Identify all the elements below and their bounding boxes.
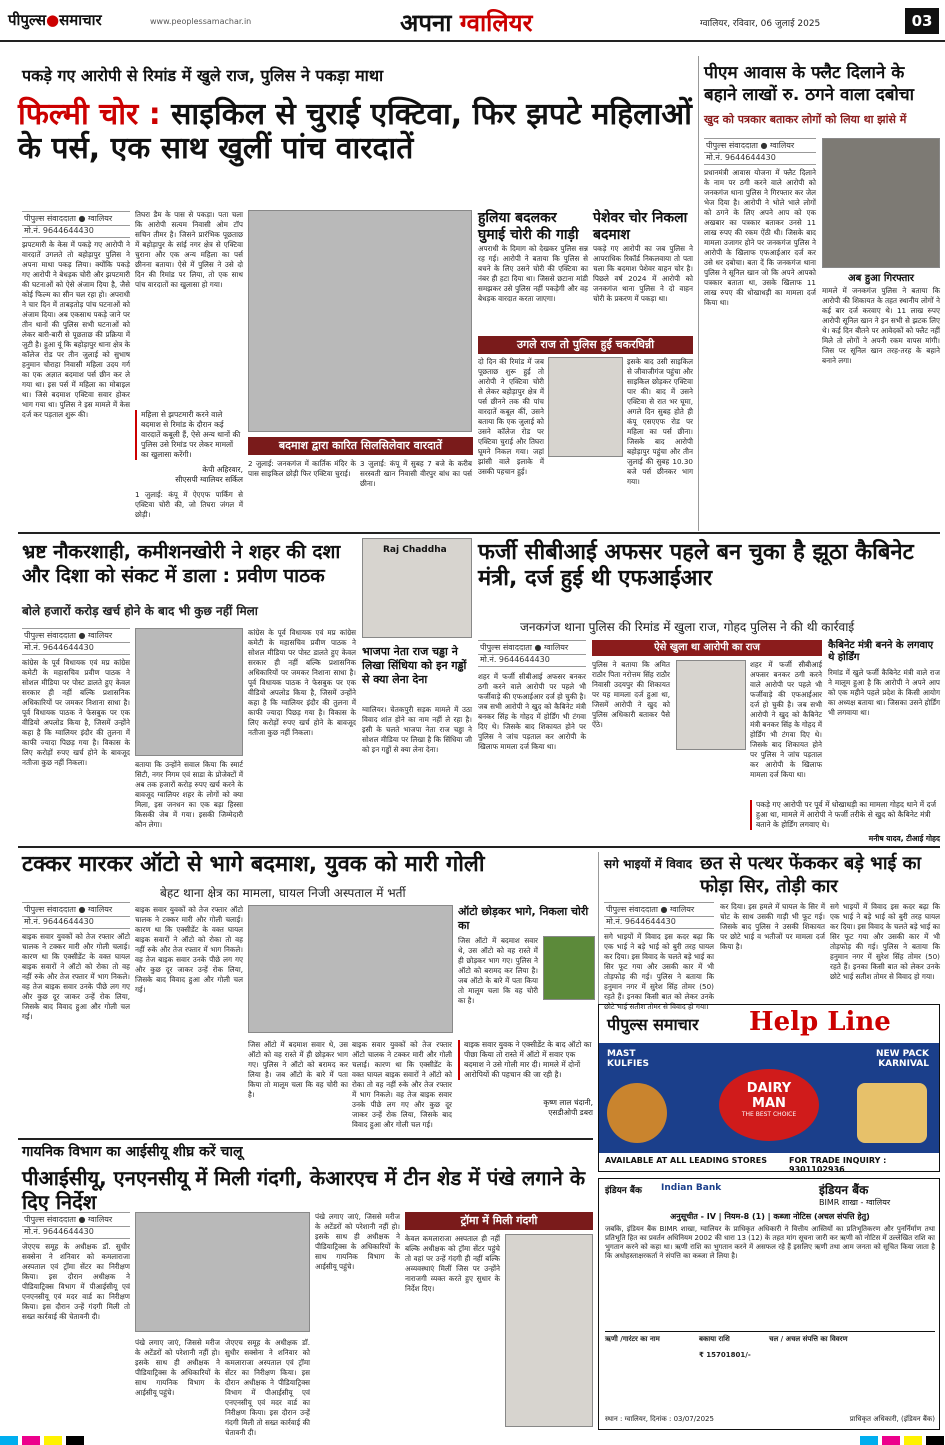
- pmawas-text-2: मामले में जनकगंज पुलिस ने बताया कि आरोपी की शिकायत के तहत स्थानीय लोगों ने कई बार दर्ज करवाए थे। 11 लाख रुपए आरोपी सूनिल खान ने इन सभी से झटक लिए थे। कई दिन बीतने पर आवेदकों को फ्लैट नहीं मिले तो लोगों ने अपनी रकम वापस मांगी। जिस पर सूनिल खान तरह-तरह के बहाने बनाने लगा।: [822, 286, 940, 365]
- auto-box-text: जिस ऑटो में बदमाश सवार थे, उस ऑटो को वह रास्ते में ही छोड़कर भाग गए। पुलिस ने ऑटो को बरामद कर लिया है। जब ऑटो के बारे में पता किया तो मालूम चला कि वह चोरी का है।: [458, 936, 538, 1005]
- icu-text-3: जेएएच समूह के अधीक्षक डॉ. सुधीर सक्सेना ने शनिवार को कमलाराजा अस्पताल एवं ट्रॉमा सेंटर का निरीक्षण किया। इस दौरान अधीक्षक ने पीडियाट्रिक्स विभाग में पीआईसीयू एवं एनएनसीयू एवं मदर वार्ड का निरीक्षण किया। इस दौरान उन्हें गंदगी मिली तो सख्त कार्रवाई की चेतावनी दी।: [225, 1338, 310, 1437]
- timeline-banner: बदमाश द्वारा कारित सिलसिलेवार वारदातें: [248, 437, 473, 455]
- auto-text-4: बाइक सवार युवकों को तेज रफ्तार ऑटो चालक ने टक्कर मारी और गोली चलाई। कारण था कि एक्सीडेंट के वक्त घायल बाइक सवारों ने ऑटो को रोका तो वह नहीं रुके और तेज रफ्तार में भाग निकले। वह तेज बाइक सवार उनके पीछे लग गए और कुछ दूर जाकर उन्हें रोक लिया, जिसके बाद विवाद हुआ और गोली चल गई।: [352, 1040, 452, 1129]
- icu-text-4: पंखे लगाए जाएं, जिससे मरीज के अटेंडरों को परेशानी नहीं हो। इसके साथ ही अधीक्षक ने पीडियाट्रिक्स के अधिकारियों के साथ गायनिक विभाग के आईसीयू पहुंचे।: [315, 1212, 400, 1271]
- accused-photo: [548, 357, 623, 457]
- brothers-mobile: मो.नं. 9644644430: [604, 915, 714, 929]
- cbi-side-text: रिमांड में खुले फर्जी कैबिनेट मंत्री वाले राज ने मालूम हुआ है कि आरोपी ने अपने आप को एक महीने पहले प्रदेश के किसी आयोग का अध्यक्ष बताया था। जिसका उसने होर्डिंग भी लगवाया था।: [828, 668, 940, 717]
- lead-column-1: झपटमारी के केस में पकड़े गए आरोपी ने वारदातें उगलते तो बहोड़ापुर पुलिस ने अपना माथा पकड़ लिया। क्योंकि पकड़े गए आरोपी ने बेधड़क चोरी और झपटमारी की घटनाओं को ऐसे अंजाम दिया है, जैसे कोई फिल्म का सीन चल रहा हो। अपराधी ने चार दिन में ताबड़तोड़ पांच घटनाओं को अंजाम दिया। अब एकसाथ पकड़े जाने पर तीन थानों की पुलिस सभी घटनाओं को लेकर बारी-बारी से पूछताछ की प्रक्रिया में जुटी है। हुआ यूं कि बहोड़ापुर थाना क्षेत्र के कॉलेज रोड पर तीन जुलाई को सुभाष हनुमान चौराहा निवासी महिला उदय गर्ग का एक अज्ञात बदमाश पर्स छीन कर ले गया था। इस पर्स में महिला का मोबाइल था। जिसे बदमाश एक्टिवा सवार होकर भाग गया था। पुलिस ने इस मामले में केस दर्ज कर पड़ताल शुरू की।: [22, 240, 130, 419]
- section-divider: [18, 532, 940, 534]
- print-mark: [860, 1436, 878, 1445]
- timeline-item: 3 जुलाई: कंपू में सुबह 7 बजे के करीब सरस्वती खान निवासी वीरपुर बांध का पर्स छीना।: [360, 459, 472, 488]
- pmawas-byline: पीपुल्स संवाददाता ● ग्वालियर: [704, 138, 816, 153]
- print-mark: [0, 1436, 18, 1445]
- portrait-caption: अब हुआ गिरफ्तार: [848, 273, 914, 284]
- brothers-kicker: सगे भाइयों में विवाद: [604, 857, 693, 871]
- dateline: ग्वालियर, रविवार, 06 जुलाई 2025: [700, 19, 821, 29]
- print-mark: [22, 1436, 40, 1445]
- pathak-mobile: मो.नं. 9644644430: [22, 641, 130, 655]
- newspaper-logo: पीपुल्स●समाचार: [8, 11, 102, 29]
- box1-text: अपराधी के दिमाग को देखकर पुलिस सन्न रह गई। आरोपी ने बताया कि पुलिस से बचने के लिए उसने चोरी की एक्टिवा का नंबर ही हटा दिया था। जिससे छटाना मांडी समझकर उसे पुलिस नहीं पकड़ेगी और वह बेधड़क वारदात करता जाएगा।: [478, 244, 588, 303]
- auto-box-title: ऑटो छोड़कर भागे, निकला चोरी का: [458, 905, 589, 932]
- bank-col-property: चल / अचल संपत्ति का विवरण: [769, 1335, 848, 1343]
- lead-byline: पीपुल्स संवाददाता ● ग्वालियर: [22, 211, 130, 226]
- box2-title: पेशेवर चोर निकला बदमाश: [593, 210, 688, 243]
- print-mark: [66, 1436, 84, 1445]
- lead-quote-name: केपी अहिरवार,: [202, 465, 243, 474]
- timeline-item: 2 जुलाई: जनकगंज में कार्तिक मंदिर के पास साइकिल छोड़ी फिर एक्टिवा चुराई।: [248, 459, 356, 478]
- timeline-item: 1 जुलाई: कंपू में ऐएएफ पार्किंग से एक्टिवा चोरी की, जो तिघरा जंगल में छोड़ी।: [135, 490, 243, 519]
- brothers-text-3: सगे भाइयों में विवाद इस कदर बढ़ा कि एक भाई ने बड़े भाई को बुरी तरह घायल कर दिया। इस विवाद के चलते बड़े भाई का सिर फूट गया और उसकी कार में भी तोड़फोड़ की गई। पुलिस ने बताया कि हनुमान नगर में सुरेश सिंह तोमर (50) रहते हैं। इनका किसी बात को लेकर उनके छोटे भाई सतीश तोमर से विवाद हो गया।: [830, 902, 940, 981]
- brothers-text: सगे भाइयों में विवाद इस कदर बढ़ा कि एक भाई ने बड़े भाई को बुरी तरह घायल कर दिया। इस विवाद के चलते बड़े भाई का सिर फूट गया और उसकी कार में भी तोड़फोड़ की गई। पुलिस ने बताया कि हनुमान नगर में सुरेश सिंह तोमर (50) रहते हैं। इनका किसी बात को लेकर उनके छोटे भाई सतीश तोमर से विवाद हो गया।: [604, 932, 714, 1011]
- icu-mobile: मो.नं. 9644644430: [22, 1225, 130, 1239]
- auto-byline: पीपुल्स संवाददाता ● ग्वालियर: [22, 902, 130, 917]
- icu-kicker: गायनिक विभाग का आईसीयू शीघ्र करें चालू: [22, 1144, 243, 1160]
- box2-text: पकड़े गए आरोपी का जब पुलिस ने आपराधिक रिकॉर्ड निकलवाया तो पता चला कि बदमाश पेशेवर वाहन चोर है। पिछले वर्ष 2024 में आरोपी को जनकगंज थाना पुलिस ने दो वाहन चोरी के प्रकरण में पकड़ा था।: [593, 244, 693, 303]
- print-mark: [882, 1436, 900, 1445]
- chaddha-text: ग्वालियर। चेतकपुरी सड़क मामले में उठा विवाद शांत होने का नाम नहीं ले रहा है। इसी के चलते भाजपा नेता राज चड्ढा ने सोशल मीडिया पर लिखा है कि सिंधिया जी को इन गड्ढों से क्या लेना देना।: [362, 705, 472, 754]
- brothers-byline: पीपुल्स संवाददाता ● ग्वालियर: [604, 902, 714, 917]
- ad-tag-kulfies: MAST KULFIES: [607, 1049, 649, 1069]
- pmawas-sub: खुद को पत्रकार बताकर लोगों को लिया था झांसे में: [704, 113, 907, 126]
- bank-date: स्थान : ग्वालियर, दिनांक : 03/07/2025: [605, 1415, 714, 1423]
- cbi-box-text-2: शहर में फर्जी सीबीआई अफसर बनकर ठगी करने वाले आरोपी पर पहले भी फर्जीवाड़े की एफआईआर दर्ज हो चुकी है। जब सभी आरोपी ने खुद को कैबिनेट मंत्री बनकर सिंह के गोहद में होर्डिंग भी टंगवा दिए थे। जिसके बाद शिकायत होने पर पुलिस ने जांच पड़ताल कर आरोपी के खिलाफ मामला दर्ज किया था।: [750, 660, 823, 779]
- social-post-author: Raj Chaddha: [383, 545, 447, 555]
- section-divider: [18, 846, 940, 848]
- pmawas-headline: पीएम आवास के फ्लैट दिलाने के बहाने लाखों रु. ठगने वाला दबोचा: [704, 63, 915, 105]
- page-number: 03: [905, 8, 939, 34]
- print-mark: [926, 1436, 944, 1445]
- pmawas-text: प्रधानमंत्री आवास योजना में फ्लैट दिलाने के नाम पर ठगी करने वाले आरोपी को जनकगंज थाना पुलिस ने गिरफ्तार कर जेल भेज दिया है। आरोपी ने भोले भाले लोगों को ठगने के लिए अपने आप को एक अखबार का पत्रकार बताकर उनसे 11 लाख रुपए की रकम ऐंठी थी। जिसके बाद मामला उजागर होने पर जनकगंज पुलिस ने आरोपी के खिलाफ एफआईआर दर्ज कर उसे धर दबोचा। बता दें कि जनकगंज थाना पुलिस ने सूनिल खान जो कि अपने आपको पत्रकार बताता था, उसके खिलाफ 11 लाख रुपए की धोखाधड़ी का मामला दर्ज किया था।: [704, 168, 816, 307]
- secrets-text-a: दो दिन की रिमांड में जब पूछताछ शुरू हुई तो आरोपी ने एक्टिवा चोरी से लेकर बहोड़ापुर क्षेत्र में पर्स छीनने तक की पांच वारदातें कबूल कीं, उसने बताया कि एक जुलाई को उसने कॉलेज रोड पर एक्टिवा चुराई और तिघरा घूमने निकल गया। जहां झांसी वाले इलाके में उसकी पहचान हुई।: [478, 357, 544, 476]
- pathak-text-2: बताया कि उन्होंने सवाल किया कि स्मार्ट सिटी, नगर निगम एवं साडा के प्रोजेक्टों में अब तक हजारों करोड़ रुपए खर्च करने के बावजूद ग्वालियर शहर के लोगों को क्या मिला, इस जनधन का एक बड़ा हिस्सा किसकी जेब में गया। इसकी जिम्मेदारी कौन लेगा।: [135, 760, 243, 829]
- chaddha-headline: भाजपा नेता राज चड्ढा ने लिखा सिंधिया को इन गड्ढों से क्या लेना देना: [362, 645, 467, 686]
- bank-notice-body: जबकि, इंडियन बैंक BIMR शाखा, ग्वालियर के प्राधिकृत अधिकारी ने वित्तीय आस्तियों का प्रतिभूतिकरण और पुनर्निर्माण तथा प्रतिभूति हित का प्रवर्तन अधिनियम 2002 की धारा 13 (12) के तहत मांग सूचना जारी कर ऋणी को नोटिस में उल्लेखित राशि का भुगतान करने को कहा था। ऋणी राशि का भुगतान करने में असफल रहे हैं इसलिए ऋणी तथा आम जनता को सूचित किया जाता है कि अधोहस्ताक्षरकर्ता ने संपत्ति का कब्जा ले लिया है।: [605, 1225, 935, 1260]
- pathak-byline: पीपुल्स संवाददाता ● ग्वालियर: [22, 628, 130, 643]
- ice-cream-tub-icon: [857, 1083, 927, 1143]
- pathak-text: कांग्रेस के पूर्व विधायक एवं मप्र कांग्रेस कमेटी के महासचिव प्रवीण पाठक ने सोशल मीडिया पर पोस्ट डालते हुए केवल सरकार ही नहीं बल्कि प्रशासनिक अधिकारियों पर जमकर निशाना साधा है। पूर्व विधायक पाठक ने फेसबुक पर एक वीडियो अपलोड किया है, जिसमें उन्होंने कहा है कि ग्वालियर इंदौर की तुलना में काफी ज्यादा पिछड़ गया है। विकास के लिए करोड़ों रुपए खर्च होने के बावजूद नतीजा कुछ नहीं निकला।: [22, 658, 130, 767]
- pmawas-mobile: मो.नं. 9644644430: [704, 151, 816, 165]
- auto-text-3: जिस ऑटो में बदमाश सवार थे, उस ऑटो को वह रास्ते में ही छोड़कर भाग गए। पुलिस ने ऑटो को बरामद कर लिया है। जब ऑटो के बारे में पता किया तो मालूम चला कि वह चोरी का है।: [248, 1040, 348, 1099]
- helpline-title: Help Line: [749, 1007, 891, 1037]
- icu-headline: पीआईसीयू, एनएनसीयू में मिली गंदगी, केआरएच में टीन शेड में पंखे लगाने के दिए निर्देश: [22, 1166, 586, 1214]
- accused-portrait: [822, 138, 940, 268]
- cbi-sub: जनकगंज थाना पुलिस की रिमांड में खुला राज, गोहद पुलिस ने की थी कार्रवाई: [520, 620, 855, 634]
- brothers-headline: छत से पत्थर फेंककर बड़े भाई का फोड़ा सिर, तोड़ी कार: [700, 853, 922, 897]
- auto-rickshaw-photo: [543, 936, 595, 1000]
- icu-text: जेएएच समूह के अधीक्षक डॉ. सुधीर सक्सेना ने शनिवार को कमलाराजा अस्पताल एवं ट्रॉमा सेंटर का निरीक्षण किया। इस दौरान अधीक्षक ने पीडियाट्रिक्स विभाग में पीआईसीयू एवं एनएनसीयू एवं मदर वार्ड का निरीक्षण किया। इस दौरान उन्हें गंदगी मिली तो सख्त कार्रवाई की चेतावनी दी।: [22, 1242, 130, 1321]
- lead-quote-role: सीएसपी ग्वालियर सर्किल: [175, 475, 243, 484]
- bank-name-left: इंडियन बैंक: [605, 1186, 642, 1196]
- column-divider: [698, 56, 699, 531]
- website-url[interactable]: www.peoplessamachar.in: [150, 17, 252, 26]
- secrets-banner: उगले राज तो पुलिस हुई चकरघिन्नी: [478, 336, 693, 354]
- auto-mobile: मो.नं. 9644644430: [22, 915, 130, 929]
- table-rule: [605, 1331, 935, 1332]
- ad-tag-karnival: NEW PACK KARNIVAL: [875, 1049, 929, 1069]
- bank-notice-heading: अनुसूचीत - IV | नियम-8 (1) | कब्जा नोटिस (अचल संपत्ति हेतु): [670, 1212, 870, 1221]
- auto-text-2: बाइक सवार युवकों को तेज रफ्तार ऑटो चालक ने टक्कर मारी और गोली चलाई। कारण था कि एक्सीडेंट के वक्त घायल बाइक सवारों ने ऑटो को रोका तो वह नहीं रुके और तेज रफ्तार में भाग निकले। वह तेज बाइक सवार उनके पीछे लग गए और कुछ दूर जाकर उन्हें रोक लिया, जिसके बाद विवाद हुआ और गोली चल गई।: [135, 905, 243, 994]
- auto-quote-role: एसडीओपी डबरा: [548, 1108, 593, 1117]
- helpline-brand: पीपुल्स समाचार: [607, 1015, 699, 1034]
- cbi-box-text: पुलिस ने बताया कि अमित राठौर पिता नरोत्तम सिंह राठौर निवासी उदयपुर की शिकायत पर यह मामला दर्ज हुआ था, जिसमें आरोपी ने खुद को पुलिस अधिकारी बताकर पैसे ऐंठे।: [592, 660, 670, 729]
- section-title: अपना ग्वालियर: [400, 9, 533, 37]
- injured-youth-photo: [248, 905, 453, 1033]
- dairy-man-logo: DAIRY MAN THE BEST CHOICE: [719, 1069, 819, 1141]
- helpline-ad[interactable]: [598, 1004, 940, 1172]
- brothers-text-2: कर दिया। इस हमले में घायल के सिर में चोट के साथ उसकी गाड़ी भी फूट गई। जिसके बाद पुलिस ने उसकी शिकायत पर छोटे भाई व भतीजों पर मामला दर्ज किया है।: [720, 902, 825, 951]
- bank-signed: प्राधिकृत अधिकारी, (इंडियन बैंक): [849, 1415, 935, 1423]
- box1-title: हुलिया बदलकर घुमाई चोरी की गाड़ी: [478, 210, 579, 243]
- pathak-headline: भ्रष्ट नौकरशाही, कमीशनखोरी ने शहर की दशा और दिशा को संकट में डाला : प्रवीण पाठक: [22, 541, 341, 587]
- lead-column-2: तिघरा डैम के पास से पकड़ा। पता चला कि आरोपी सत्यम निवासी ओम टॉप सचिन तीमर है। जिसने प्रारंभिक पूछताछ में बहोड़ापुर के सांई नगर क्षेत्र से एक्टिवा चुराना और एक अन्य महिला का पर्स छीनना बताया। ऐसे में पुलिस ने उसे दो दिन की रिमांड पर लिया, तो एक साथ पांच वारदातों का खुलासा हो गया।: [135, 210, 243, 289]
- secrets-text-b: इसके बाद उसी साइकिल से जीवाजीगंज पहुंचा और साइकिल छोड़कर एक्टिवा पार की। बाद में उसने एक्टिवा से रात भर घूमा, अगले दिन सुबह होते ही कंपू एसएएफ रोड पर महिला का पर्स छीना। जिसके बाद आरोपी बहोड़ापुर पहुंचा और तीन जुलाई की सुबह 10.30 बजे पर्स छीनकर भाग गया।: [627, 357, 693, 486]
- trauma-corridor-photo: [505, 1234, 593, 1427]
- kulfi-pot-icon: [607, 1083, 667, 1143]
- print-mark: [904, 1436, 922, 1445]
- lead-kicker: पकड़े गए आरोपी से रिमांड में खुले राज, पुलिस ने पकड़ा माथा: [22, 66, 384, 85]
- cbi-byline: पीपुल्स संवाददाता ● ग्वालियर: [478, 640, 586, 655]
- pathak-photo: [135, 628, 243, 756]
- cbi-mobile: मो.नं. 9644644430: [478, 653, 586, 667]
- ad-trade-inquiry: FOR TRADE INQUIRY : 9301102936: [789, 1156, 887, 1174]
- cbi-footnote: पकड़े गए आरोपी पर पूर्व में धोखाधड़ी का मामला गोहद थाने में दर्ज हुआ था, मामले में आरोपी ने फर्जी तरीके से खुद को कैबिनेट मंत्री बताने के होर्डिंग लगवाए थे।: [750, 800, 940, 830]
- print-mark: [44, 1436, 62, 1445]
- auto-quote-name: कृष्ण लाल चंदानी,: [543, 1098, 593, 1107]
- pathak-sub: बोले हजारों करोड़ खर्च होने के बाद भी कुछ नहीं मिला: [22, 604, 258, 618]
- bank-name-right: इंडियन बैंक: [819, 1183, 869, 1197]
- logo-dot-icon: ●: [46, 11, 60, 29]
- lead-mobile: मो.नं. 9644644430: [22, 224, 130, 238]
- ad-banner: [599, 1043, 939, 1153]
- bank-col-amount: बकाया राशि: [699, 1335, 730, 1343]
- bank-amount-value: ₹ 15701801/-: [699, 1351, 751, 1359]
- trauma-banner: ट्रॉमा में मिली गंदगी: [405, 1212, 593, 1230]
- lead-quote: महिला से झपटमारी करने वाले बदमाश से रिमांड के दौरान कई वारदातें कबूली हैं, ऐसे अन्य थानों की पुलिस उसे रिमांड पर लेकर मामलों का खुलासा करेंगी।: [135, 410, 243, 460]
- cbi-accused-photo: [676, 660, 746, 750]
- bank-notice: [598, 1178, 940, 1430]
- bank-name-en: Indian Bank: [661, 1183, 722, 1193]
- cbi-side-title: कैबिनेट मंत्री बनने के लगवाए थे होर्डिंग: [828, 640, 934, 663]
- hospital-inspection-photo: [135, 1212, 310, 1332]
- auto-text: बाइक सवार युवकों को तेज रफ्तार ऑटो चालक ने टक्कर मारी और गोली चलाई। कारण था कि एक्सीडेंट के वक्त घायल बाइक सवारों ने ऑटो को रोका तो वह नहीं रुके और तेज रफ्तार में भाग निकले। वह तेज बाइक सवार उनके पीछे लग गए और कुछ दूर जाकर उन्हें रोक लिया, जिसके बाद विवाद हुआ और गोली चल गई।: [22, 932, 130, 1021]
- lead-headline: फिल्मी चोर : साइकिल से चुराई एक्टिवा, फिर झपटे महिलाओं के पर्स, एक साथ खुलीं पांच वारदातें: [18, 97, 692, 166]
- icu-byline: पीपुल्स संवाददाता ● ग्वालियर: [22, 1212, 130, 1227]
- cbi-headline: फर्जी सीबीआई अफसर पहले बन चुका है झूठा कैबिनेट मंत्री, दर्ज हुई थी एफआईआर: [478, 540, 914, 591]
- cctv-scooter-photo: [248, 210, 472, 432]
- cbi-footnote-name: मनीष यादव, टीआई गोहद: [868, 834, 940, 843]
- trauma-text: केवल कमलाराजा अस्पताल ही नहीं बल्कि अधीक्षक को ट्रॉमा सेंटर पहुंचे तो वहां पर उन्हें गंदगी ही नहीं बल्कि अव्यवस्थाएं मिलीं जिस पर उन्होंने नाराजगी व्यक्त करते हुए सुधार के निर्देश दिए।: [405, 1234, 500, 1293]
- social-post-screenshot: [362, 538, 472, 638]
- icu-text-2: पंखे लगाए जाएं, जिससे मरीज के अटेंडरों को परेशानी नहीं हो। इसके साथ ही अधीक्षक ने पीडियाट्रिक्स के अधिकारियों के साथ गायनिक विभाग के आईसीयू पहुंचे।: [135, 1338, 220, 1397]
- masthead: [0, 0, 945, 42]
- bank-branch: BIMR शाखा - ग्वालियर: [819, 1198, 891, 1207]
- pathak-text-3: कांग्रेस के पूर्व विधायक एवं मप्र कांग्रेस कमेटी के महासचिव प्रवीण पाठक ने सोशल मीडिया पर पोस्ट डालते हुए केवल सरकार ही नहीं बल्कि प्रशासनिक अधिकारियों पर जमकर निशाना साधा है। पूर्व विधायक पाठक ने फेसबुक पर एक वीडियो अपलोड किया है, जिसमें उन्होंने कहा है कि ग्वालियर इंदौर की तुलना में काफी ज्यादा पिछड़ गया है। विकास के लिए करोड़ों रुपए खर्च होने के बावजूद नतीजा कुछ नहीं निकला।: [248, 628, 356, 737]
- auto-headline: टक्कर मारकर ऑटो से भागे बदमाश, युवक को मारी गोली: [22, 852, 485, 877]
- auto-quote: बाइक सवार युवक ने एक्सीडेंट के बाद ऑटो का पीछा किया तो रास्ते में ऑटो में सवार एक बदमाश ने उसे गोली मार दी। मामले में दोनों आरोपियों की पहचान की जा रही है।: [458, 1040, 593, 1080]
- section-divider: [18, 1138, 593, 1140]
- ad-availability: AVAILABLE AT ALL LEADING STORES: [605, 1156, 768, 1165]
- cbi-text: शहर में फर्जी सीबीआई अफसर बनकर ठगी करने वाले आरोपी पर पहले भी फर्जीवाड़े की एफआईआर दर्ज हो चुकी है। जब सभी आरोपी ने खुद को कैबिनेट मंत्री बनकर सिंह के गोहद में होर्डिंग भी टंगवा दिए थे। जिसके बाद शिकायत होने पर पुलिस ने जांच पड़ताल कर आरोपी के खिलाफ मामला दर्ज किया था।: [478, 672, 586, 751]
- cbi-box-banner: ऐसे खुला था आरोपी का राज: [592, 640, 822, 656]
- auto-sub: बेहट थाना क्षेत्र का मामला, घायल निजी अस्पताल में भर्ती: [160, 886, 406, 900]
- bank-col-borrower: ऋणी /गारंटर का नाम: [605, 1335, 660, 1343]
